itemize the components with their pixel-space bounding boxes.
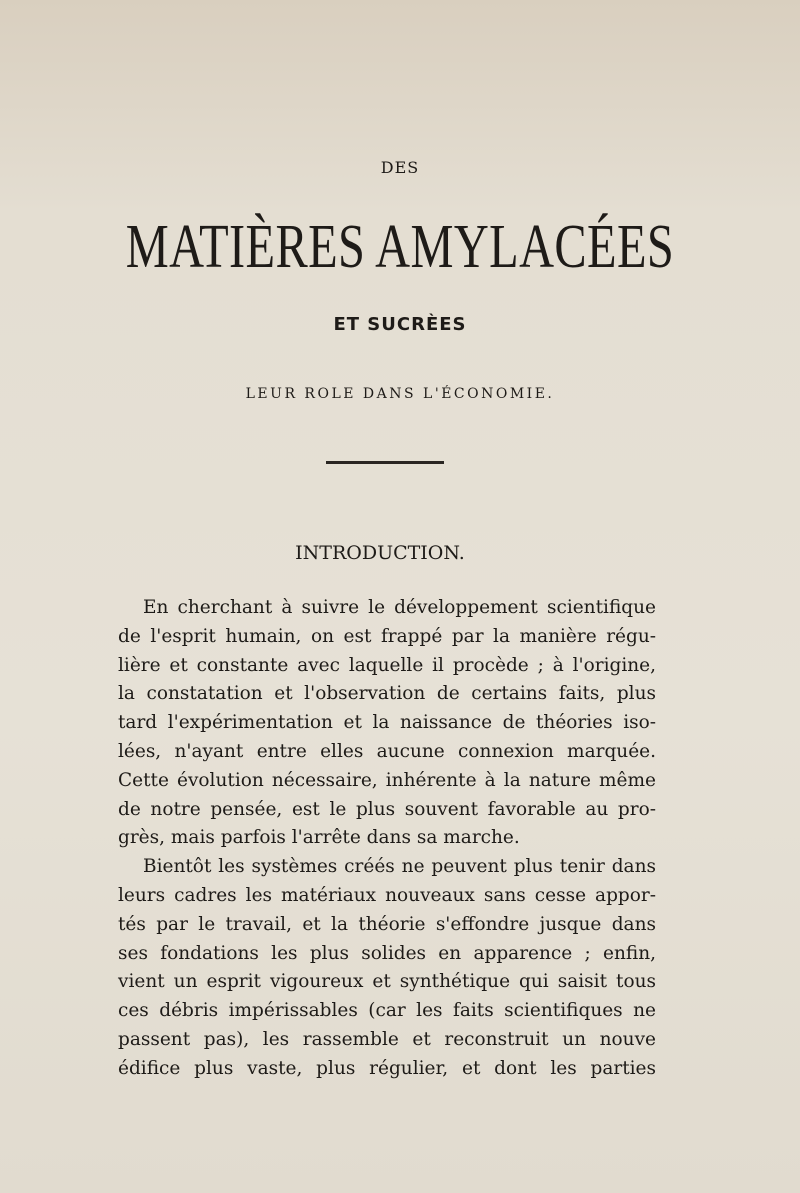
text-line: lière et constante avec laquelle il procède ; à l'origine, <box>118 654 656 676</box>
text-line: de notre pensée, est le plus souvent favorable au pro- <box>118 798 656 820</box>
text-line: Bientôt les systèmes créés ne peuvent plus tenir dans <box>143 856 656 878</box>
pre-title: DES <box>380 158 420 177</box>
text-line: Cette évolution nécessaire, inhérente à la nature même <box>118 769 656 791</box>
tagline: LEUR ROLE DANS L'ÉCONOMIE. <box>245 386 555 402</box>
body-text <box>118 594 656 1084</box>
text-line: ses fondations les plus solides en apparence ; enfin, <box>118 942 656 964</box>
text-line: ces débris impérissables (car les faits scientifiques ne <box>118 1000 656 1022</box>
text-line: lées, n'ayant entre elles aucune connexion marquée. <box>118 740 656 762</box>
subtitle: ET SUCRÈES <box>333 314 467 335</box>
paragraph <box>118 594 656 853</box>
text-line: la constatation et l'observation de certains faits, plus <box>118 683 656 705</box>
text-line: de l'esprit humain, on est frappé par la manière régu- <box>118 625 656 647</box>
text-line: grès, mais parfois l'arrête dans sa marche. <box>118 827 520 849</box>
text-line: tard l'expérimentation et la naissance de théories iso- <box>118 712 656 734</box>
text-line: édifice plus vaste, plus régulier, et dont les parties <box>118 1057 656 1079</box>
section-heading: INTRODUCTION. <box>295 542 465 564</box>
horizontal-rule <box>326 461 444 464</box>
text-line: tés par le travail, et la théorie s'effondre jusque dans <box>118 913 656 935</box>
text-line: leurs cadres les matériaux nouveaux sans cesse appor- <box>118 884 656 906</box>
text-line: vient un esprit vigoureux et synthétique qui saisit tous <box>118 971 656 993</box>
text-line: passent pas), les rassemble et reconstruit un nouve <box>118 1028 656 1050</box>
text-line: En cherchant à suivre le développement scientifique <box>143 597 656 618</box>
main-title: MATIÈRES AMYLACÉES <box>125 213 675 281</box>
paragraph <box>118 853 656 1083</box>
